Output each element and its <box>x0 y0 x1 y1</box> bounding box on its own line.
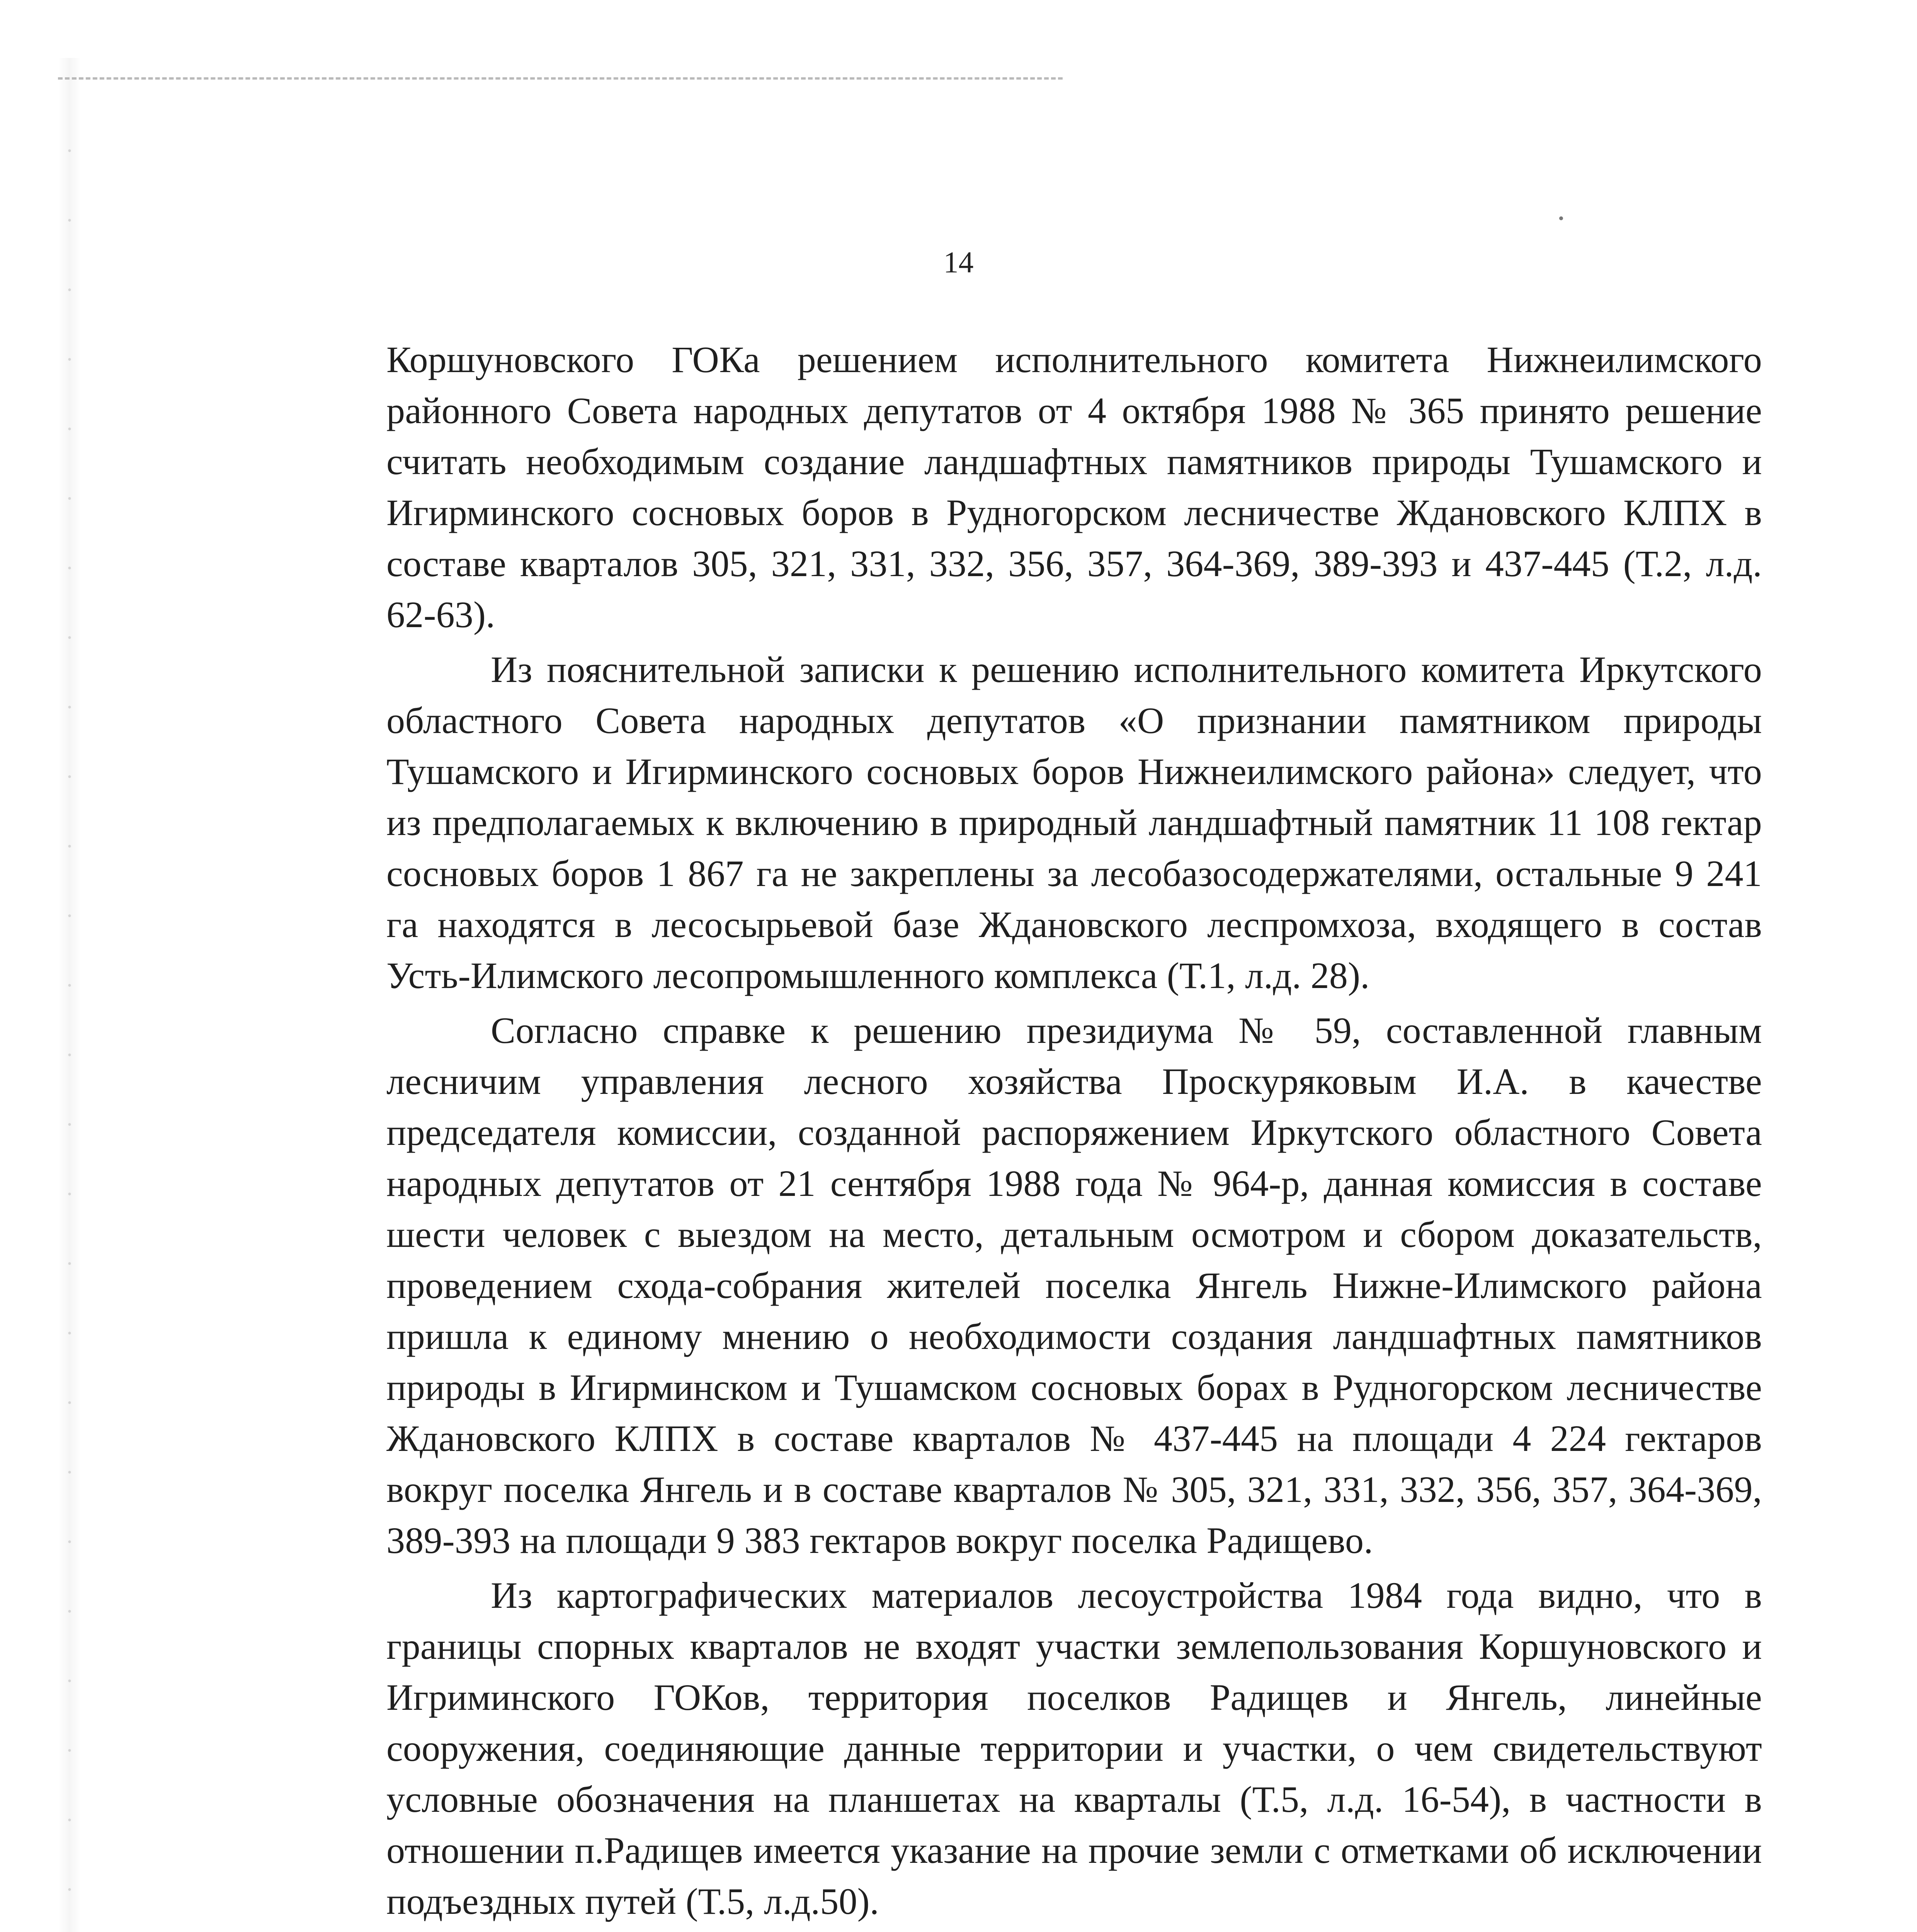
document-body <box>386 334 1762 1932</box>
paragraph: Из пояснительной записки к решению исполнительного комитета Иркутского областного Совета народных депутатов «О признании памятником природы Тушамского и Игирминского сосновых боров Нижнеилимского района» следует, что из предполагаемых к включению в природный ландшафтный памятник 11 108 гектар сосновых боров 1 867 га не закреплены за лесобазосодержателями, остальные 9 241 га находятся в лесосырьевой базе Ждановского леспромхоза, входящего в состав Усть-Илимского лесопромышленного комплекса (Т.1, л.д. 28). <box>386 649 1762 996</box>
paragraph: Коршуновского ГОКа решением исполнительного комитета Нижнеилимского районного Совета народных депутатов от 4 октября 1988 № 365 принято решение считать необходимым создание ландшафтных памятников природы Тушамского и Игирминского сосновых боров в Рудногорском лесничестве Ждановского КЛПХ в составе кварталов 305, 321, 331, 332, 356, 357, 364-369, 389-393 и 437-445 (Т.2, л.д. 62-63). <box>386 339 1762 635</box>
scan-top-rule <box>58 77 1063 80</box>
paragraph: Согласно справке к решению президиума № 59, составленной главным лесничим управления лесного хозяйства Проскуряковым И.А. в качестве председателя комиссии, созданной распоряжением Иркутского областного Совета народных депутатов от 21 сентября 1988 года № 964-р, данная комиссия в составе шести человек с выездом на место, детальным осмотром и сбором доказательств, проведением схода-собрания жителей поселка Янгель Нижне-Илимского района пришла к единому мнению о необходимости создания ландшафтных памятников природы в Игирминском и Тушамском сосновых борах в Рудногорском лесничестве Ждановского КЛПХ в составе кварталов № 437-445 на площади 4 224 гектаров вокруг поселка Янгель и в составе кварталов № 305, 321, 331, 332, 356, 357, 364-369, 389-393 на площади 9 383 гектаров вокруг поселка Радищево. <box>386 1010 1762 1561</box>
page-number: 14 <box>943 245 974 279</box>
scan-binding-marks <box>62 116 77 1932</box>
scan-speck <box>1559 216 1563 220</box>
paragraph: Из картографических материалов лесоустройства 1984 года видно, что в границы спорных кварталов не входят участки землепользования Коршуновского и Игриминского ГОКов, территория поселков Радищев и Янгель, линейные сооружения, соединяющие данные территории и участки, о чем свидетельствуют условные обозначения на планшетах на кварталы (Т.5, л.д. 16-54), в частности в отношении п.Радищев имеется указание на прочие земли с отметками об исключении подъездных путей (Т.5, л.д.50). <box>386 1575 1762 1922</box>
